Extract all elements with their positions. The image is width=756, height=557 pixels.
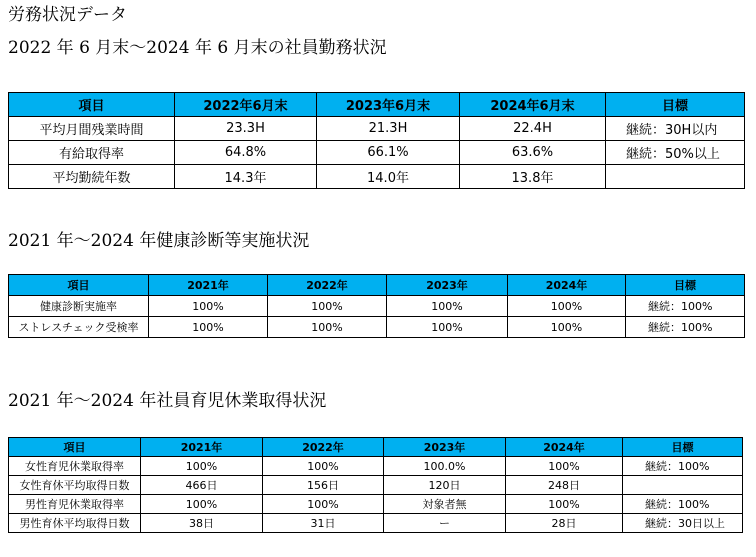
- table-cell: 100%: [508, 317, 626, 338]
- header-cell: 2022年6月末: [175, 93, 317, 117]
- table-cell: 100%: [387, 296, 508, 317]
- header-cell: 2023年: [384, 438, 506, 457]
- labor-heading: 2022 年 6 月末～2024 年 6 月末の社員勤務状況: [8, 38, 387, 58]
- table-row: [9, 117, 745, 141]
- table-cell: 100%: [268, 296, 387, 317]
- table-cell: 466日: [141, 476, 263, 495]
- header-cell: 2022年: [268, 275, 387, 296]
- goal-cell: 継続：100%: [626, 317, 745, 338]
- table-cell: 100%: [149, 296, 268, 317]
- table-row: [9, 317, 745, 338]
- table-cell: 対象者無: [384, 495, 506, 514]
- header-cell: 2021年: [141, 438, 263, 457]
- page-title: 労務状況データ: [8, 5, 127, 25]
- goal-cell: 継続：100%: [623, 457, 743, 476]
- table-cell: 100.0%: [384, 457, 506, 476]
- table-row: [9, 495, 743, 514]
- table-cell: 14.0年: [317, 165, 460, 189]
- goal-cell: 継続：30日以上: [623, 514, 743, 533]
- table-cell: 38日: [141, 514, 263, 533]
- table-cell: 100%: [506, 495, 623, 514]
- table-cell: 28日: [506, 514, 623, 533]
- table-row: [9, 141, 745, 165]
- table-cell: 14.3年: [175, 165, 317, 189]
- table-cell: ー: [384, 514, 506, 533]
- table-row: [9, 476, 743, 495]
- labor-table: [8, 92, 745, 189]
- row-label: 女性育休平均取得日数: [9, 476, 141, 495]
- table-header-row: [9, 275, 745, 296]
- header-cell: 目標: [626, 275, 745, 296]
- table-header-row: [9, 93, 745, 117]
- table-cell: 63.6%: [460, 141, 606, 165]
- table-cell: 100%: [387, 317, 508, 338]
- table-cell: 13.8年: [460, 165, 606, 189]
- table-row: [9, 165, 745, 189]
- table-cell: 21.3H: [317, 117, 460, 141]
- row-label: 女性育児休業取得率: [9, 457, 141, 476]
- table-cell: 100%: [141, 457, 263, 476]
- goal-cell: 継続：100%: [626, 296, 745, 317]
- table-cell: 100%: [268, 317, 387, 338]
- table-cell: 100%: [506, 457, 623, 476]
- row-label: 健康診断実施率: [9, 296, 149, 317]
- goal-cell: [623, 476, 743, 495]
- table-cell: 64.8%: [175, 141, 317, 165]
- table-row: [9, 457, 743, 476]
- header-cell: 項目: [9, 438, 141, 457]
- table-cell: 100%: [263, 495, 384, 514]
- childcare-heading: 2021 年～2024 年社員育児休業取得状況: [8, 391, 327, 411]
- row-label: 平均勤続年数: [9, 165, 175, 189]
- row-label: ストレスチェック受検率: [9, 317, 149, 338]
- table-cell: 31日: [263, 514, 384, 533]
- table-cell: 22.4H: [460, 117, 606, 141]
- header-cell: 2022年: [263, 438, 384, 457]
- header-cell: 2023年6月末: [317, 93, 460, 117]
- table-header-row: [9, 438, 743, 457]
- childcare-table: [8, 437, 743, 533]
- header-cell: 2023年: [387, 275, 508, 296]
- table-cell: 66.1%: [317, 141, 460, 165]
- goal-cell: 継続：50%以上: [606, 141, 745, 165]
- row-label: 有給取得率: [9, 141, 175, 165]
- health-heading: 2021 年～2024 年健康診断等実施状況: [8, 231, 310, 251]
- header-cell: 項目: [9, 93, 175, 117]
- goal-cell: 継続：30H以内: [606, 117, 745, 141]
- header-cell: 2021年: [149, 275, 268, 296]
- header-cell: 項目: [9, 275, 149, 296]
- row-label: 男性育児休業取得率: [9, 495, 141, 514]
- table-cell: 23.3H: [175, 117, 317, 141]
- table-cell: 100%: [149, 317, 268, 338]
- table-row: [9, 296, 745, 317]
- header-cell: 2024年: [508, 275, 626, 296]
- row-label: 男性育休平均取得日数: [9, 514, 141, 533]
- goal-cell: 継続：100%: [623, 495, 743, 514]
- health-table: [8, 274, 745, 338]
- table-cell: 120日: [384, 476, 506, 495]
- goal-cell: [606, 165, 745, 189]
- table-cell: 100%: [263, 457, 384, 476]
- table-cell: 156日: [263, 476, 384, 495]
- table-cell: 100%: [508, 296, 626, 317]
- table-row: [9, 514, 743, 533]
- table-cell: 248日: [506, 476, 623, 495]
- table-cell: 100%: [141, 495, 263, 514]
- header-cell: 目標: [623, 438, 743, 457]
- header-cell: 2024年: [506, 438, 623, 457]
- row-label: 平均月間残業時間: [9, 117, 175, 141]
- header-cell: 目標: [606, 93, 745, 117]
- header-cell: 2024年6月末: [460, 93, 606, 117]
